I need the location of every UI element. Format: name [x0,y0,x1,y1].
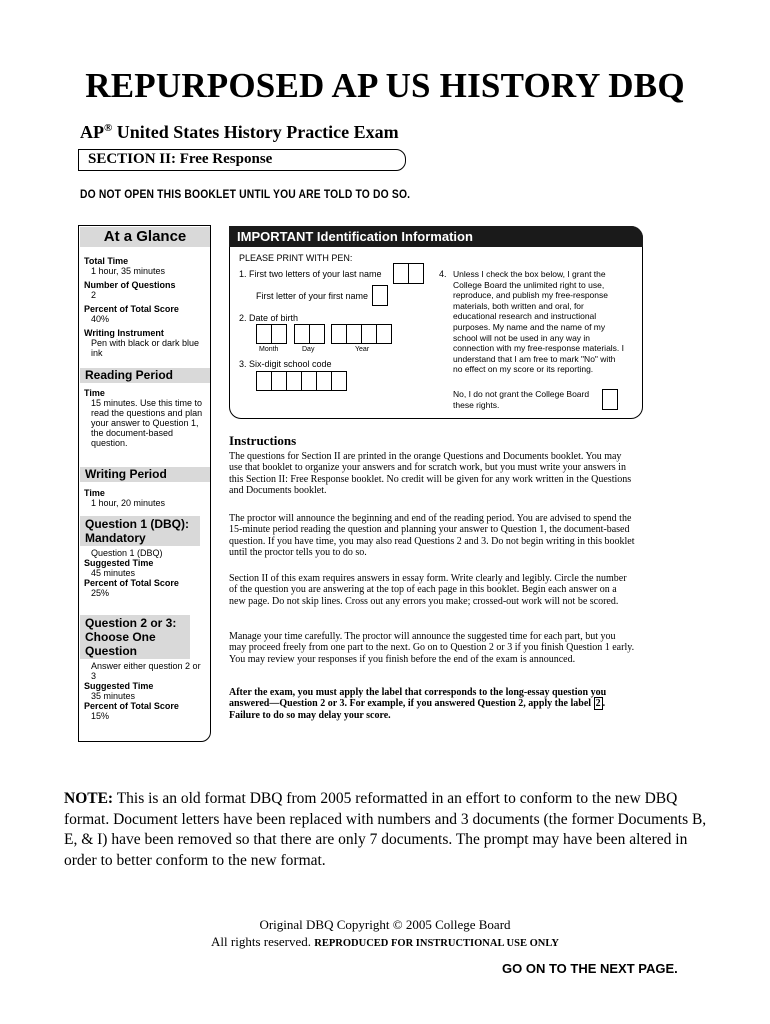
section-label: SECTION II: Free Response [88,151,273,167]
dob-month-box-1[interactable] [256,324,272,344]
q23-percent-value: 15% [91,711,110,721]
last-name-letter-box-2[interactable] [408,263,424,284]
year-label: Year [355,346,370,353]
question23-info [84,661,208,721]
q1-sub: Question 1 (DBQ) [91,548,163,558]
q1-suggested-value: 45 minutes [91,568,136,578]
note-label: NOTE: [64,790,114,807]
num-questions [84,280,208,300]
exam-title-rest: United States History Practice Exam [112,122,399,142]
note-paragraph [64,789,712,871]
dob-year-box-4[interactable] [376,324,392,344]
dob-year-box-2[interactable] [346,324,362,344]
instrument-value: Pen with black or dark blue ink [91,338,200,358]
instructions-paragraph-1: The questions for Section II are printed in the orange Questions and Documents booklet. You may use that booklet to organize your answers and for scratch work, but you must write your answers in this Section II: Free Response booklet. No credit will be given for any work written in the Questions and Documents booklet. [229,451,632,496]
rights-line: All rights reserved. [211,934,315,949]
do-not-open-warning: DO NOT OPEN THIS BOOKLET UNTIL YOU ARE TOLD TO DO SO. [80,187,411,201]
reproduced-notice: REPRODUCED FOR INSTRUCTIONAL USE ONLY [314,938,559,949]
question23-heading: Question 2 or 3: Choose One Question [80,615,190,659]
month-label: Month [259,346,279,353]
school-code-box-1[interactable] [256,371,272,391]
instructions-paragraph-4: Manage your time carefully. The proctor will announce the suggested time for each part, but you may proceed freely from one part to the next. Go on to Question 2 or 3 if you finish Question 1 early. You may review your responses if you finish before the end of the exam is announced. [229,631,635,665]
identification-header: IMPORTANT Identification Information [229,226,643,247]
instructions-paragraph-3: Section II of this exam requires answers in essay form. Write clearly and legibly. Circle the number of the question you are answering at the top of each page in this booklet. Begin each answer on a new page. Do not skip lines. Cross out any errors you make; crossed-out work will not be scored. [229,573,627,607]
num-questions-value: 2 [91,290,97,300]
q23-suggested-value: 35 minutes [91,691,136,701]
registered-mark: ® [104,122,113,134]
p5-part-b: . Failure to do so may delay your score. [229,698,606,721]
school-code-box-5[interactable] [316,371,332,391]
item4-no-text: No, I do not grant the College Board these rights. [453,389,590,410]
item1-label: 1. First two letters of your last name [239,269,382,279]
instructions-title: Instructions [229,433,297,448]
q1-percent-label: Percent of Total Score [84,578,179,588]
first-name-letter-box[interactable] [372,285,388,306]
instructions-paragraph-5 [229,687,635,721]
q23-percent-label: Percent of Total Score [84,701,179,711]
day-label: Day [302,346,315,353]
note-text: This is an old format DBQ from 2005 reformatted in an effort to conform to the new DBQ format. Document letters have been replaced with numbers and 3 documents (the former Documents B, E, & I) have been removed so that there are only 7 documents. The prompt may have been altered in order to better conform to the new format. [64,790,707,869]
dob-day-box-1[interactable] [294,324,310,344]
reading-time [84,388,208,448]
percent-value: 40% [91,314,110,324]
dob-year-box-1[interactable] [331,324,347,344]
total-time [84,256,208,276]
last-name-letter-box-1[interactable] [393,263,409,284]
percent-total [84,304,208,324]
label-2-box: 2 [595,698,601,710]
school-code-box-3[interactable] [286,371,302,391]
question1-heading: Question 1 (DBQ): Mandatory [80,516,200,546]
writing-period-heading: Writing Period [80,467,210,482]
writing-time-value: 1 hour, 20 minutes [91,498,166,508]
total-time-label: Total Time [84,256,129,266]
item3-label: 3. Six-digit school code [239,359,332,369]
school-code-box-4[interactable] [301,371,317,391]
reading-time-label: Time [84,388,105,398]
dob-month-box-2[interactable] [271,324,287,344]
exam-title [80,122,399,143]
item2-label: 2. Date of birth [239,313,299,323]
item4-number: 4. [439,269,447,279]
dob-day-box-2[interactable] [309,324,325,344]
go-on-next-page: GO ON TO THE NEXT PAGE. [502,961,678,976]
percent-label: Percent of Total Score [84,304,179,314]
item1b-label: First letter of your first name [256,291,369,301]
q1-percent-value: 25% [91,588,110,598]
q23-sub: Answer either question 2 or 3 [91,661,201,681]
num-questions-label: Number of Questions [84,280,176,290]
no-rights-checkbox[interactable] [602,389,618,410]
reading-time-value: 15 minutes. Use this time to read the questions and plan your answer to Question 1, the document-based question. [91,398,203,448]
writing-time-label: Time [84,488,105,498]
exam-title-prefix: AP [80,122,104,142]
at-a-glance-heading: At a Glance [80,227,210,247]
copyright-line: Original DBQ Copyright © 2005 College Board [259,917,511,932]
page-title: REPURPOSED AP US HISTORY DBQ [85,66,685,105]
please-print: PLEASE PRINT WITH PEN: [239,253,353,263]
instrument-label: Writing Instrument [84,328,164,338]
writing-time [84,488,208,508]
q23-suggested-label: Suggested Time [84,681,154,691]
instructions-paragraph-2: The proctor will announce the beginning and end of the reading period. You are advised to spend the 15-minute period reading the question and planning your answer to Question 1, the document-based question. If you have time, you may also read Questions 2 and 3. Do not begin writing in this booklet until the proctor tells you to do so. [229,513,635,558]
copyright-block [0,916,770,952]
q1-suggested-label: Suggested Time [84,558,154,568]
writing-instrument [84,328,208,358]
reading-period-heading: Reading Period [80,368,210,383]
dob-year-box-3[interactable] [361,324,377,344]
school-code-box-6[interactable] [331,371,347,391]
school-code-box-2[interactable] [271,371,287,391]
question1-info [84,548,208,598]
p5-part-a: After the exam, you must apply the label that corresponds to the long-essay question you answered—Question 2 or 3. For example, if you answered Question 2, apply the label [229,687,607,710]
item4-text: Unless I check the box below, I grant the College Board the unlimited right to use, reproduce, and publish my free-response materials, both written and oral, for educational research and instructional purposes. My name and the name of my school will not be used in any way in connection with my free-response materials. I understand that I am free to mark "No" with no effect on my score or its reporting. [453,269,625,375]
total-time-value: 1 hour, 35 minutes [91,266,166,276]
